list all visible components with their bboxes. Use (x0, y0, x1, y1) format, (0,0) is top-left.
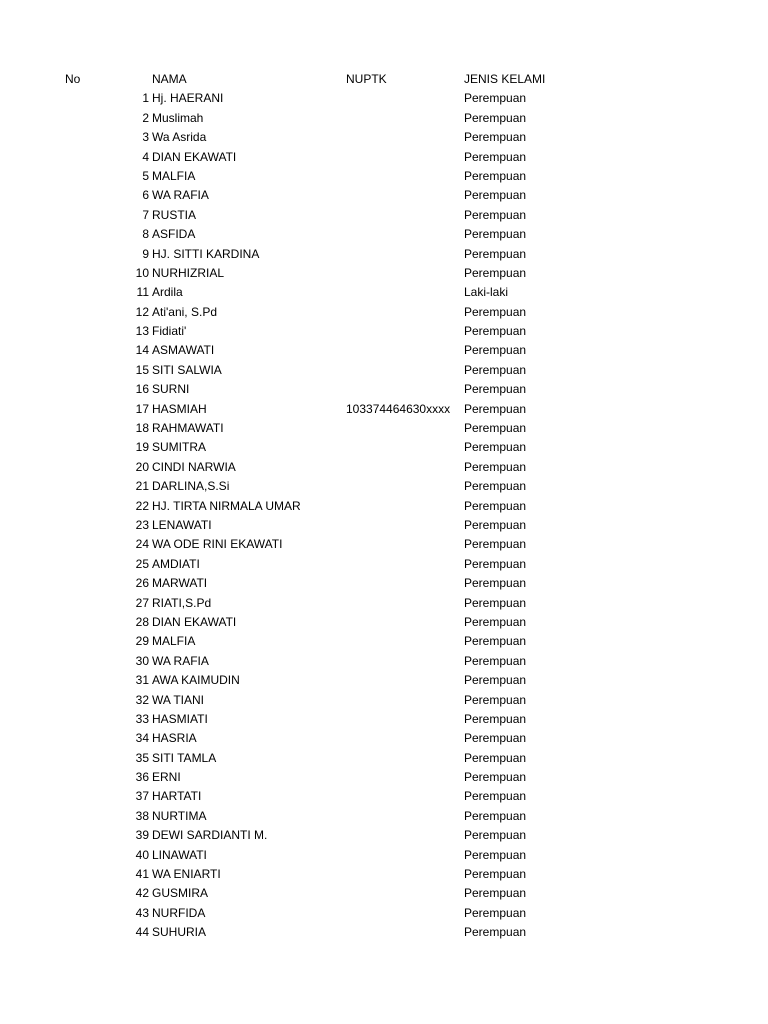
row-no: 34 (135, 731, 149, 746)
row-jenis-kelamin: Perempuan (464, 207, 527, 222)
table-row (0, 264, 768, 283)
row-no: 9 (142, 246, 149, 261)
table-row (0, 148, 768, 167)
row-no: 35 (135, 750, 149, 765)
row-no: 12 (135, 304, 149, 319)
table-row (0, 245, 768, 264)
table-row (0, 497, 768, 516)
table-row (0, 283, 768, 302)
table-row (0, 787, 768, 806)
row-nama: ASFIDA (152, 227, 196, 242)
header-row (0, 70, 768, 89)
row-no: 5 (142, 168, 149, 183)
row-no: 19 (135, 440, 149, 455)
row-jenis-kelamin: Perempuan (464, 227, 527, 242)
row-jenis-kelamin: Perempuan (464, 614, 527, 629)
table-row (0, 109, 768, 128)
row-no: 17 (135, 401, 149, 416)
row-no: 2 (142, 110, 149, 125)
table-row (0, 516, 768, 535)
row-nama: HASMIAH (152, 401, 207, 416)
row-no: 8 (142, 227, 149, 242)
row-jenis-kelamin: Perempuan (464, 149, 527, 164)
row-nama: AWA KAIMUDIN (152, 673, 240, 688)
table-row (0, 225, 768, 244)
row-jenis-kelamin: Perempuan (464, 673, 527, 688)
row-nama: Wa Asrida (152, 130, 207, 145)
row-no: 44 (135, 925, 149, 940)
table-row (0, 458, 768, 477)
row-no: 13 (135, 324, 149, 339)
table-row (0, 186, 768, 205)
table-row (0, 749, 768, 768)
table-row (0, 884, 768, 903)
table-row (0, 574, 768, 593)
row-jenis-kelamin: Perempuan (464, 91, 527, 106)
row-no: 41 (135, 867, 149, 882)
row-no: 27 (135, 595, 149, 610)
row-jenis-kelamin: Perempuan (464, 382, 527, 397)
row-nama: WA ENIARTI (152, 867, 221, 882)
row-nama: HASRIA (152, 731, 197, 746)
table-row (0, 904, 768, 923)
row-no: 14 (135, 343, 149, 358)
row-jenis-kelamin: Perempuan (464, 324, 527, 339)
row-nama: ASMAWATI (152, 343, 215, 358)
table-body (0, 89, 768, 942)
row-no: 16 (135, 382, 149, 397)
row-no: 30 (135, 653, 149, 668)
table-row (0, 671, 768, 690)
row-nama: LINAWATI (152, 847, 207, 862)
table-row (0, 438, 768, 457)
row-no: 10 (135, 265, 149, 280)
row-jenis-kelamin: Perempuan (464, 750, 527, 765)
row-jenis-kelamin: Perempuan (464, 886, 527, 901)
row-no: 20 (135, 459, 149, 474)
table-row (0, 303, 768, 322)
row-jenis-kelamin: Perempuan (464, 421, 527, 436)
table-row (0, 865, 768, 884)
row-nama: MALFIA (152, 168, 196, 183)
row-no: 23 (135, 517, 149, 532)
table-row (0, 710, 768, 729)
row-jenis-kelamin: Perempuan (464, 808, 527, 823)
row-jenis-kelamin: Perempuan (464, 362, 527, 377)
table-row (0, 729, 768, 748)
row-jenis-kelamin: Perempuan (464, 789, 527, 804)
row-nama: RIATI,S.Pd (152, 595, 212, 610)
table-row (0, 632, 768, 651)
row-jenis-kelamin: Perempuan (464, 595, 527, 610)
row-no: 11 (136, 285, 149, 300)
table-row (0, 535, 768, 554)
row-jenis-kelamin: Perempuan (464, 498, 527, 513)
row-jenis-kelamin: Perempuan (464, 556, 527, 571)
row-nama: SUHURIA (152, 925, 207, 940)
row-nama: DIAN EKAWATI (152, 149, 237, 164)
row-no: 42 (135, 886, 149, 901)
row-no: 22 (135, 498, 149, 513)
table-row (0, 419, 768, 438)
row-no: 37 (135, 789, 149, 804)
table-row (0, 691, 768, 710)
row-nama: GUSMIRA (152, 886, 209, 901)
row-jenis-kelamin: Perempuan (464, 634, 527, 649)
header-no: No (65, 72, 81, 86)
row-nama: WA RAFIA (152, 653, 209, 668)
row-jenis-kelamin: Perempuan (464, 711, 527, 726)
row-nama: RUSTIA (152, 207, 197, 222)
row-nama: NURTIMA (152, 808, 207, 823)
table-row (0, 652, 768, 671)
row-nama: NURHIZRIAL (152, 265, 225, 280)
row-nama: HARTATI (152, 789, 202, 804)
header-nuptk: NUPTK (346, 72, 387, 86)
row-jenis-kelamin: Perempuan (464, 692, 527, 707)
teacher-table (0, 70, 768, 943)
row-nama: DARLINA,S.Si (152, 479, 230, 494)
table-row (0, 361, 768, 380)
row-no: 25 (135, 556, 149, 571)
row-jenis-kelamin: Perempuan (464, 905, 527, 920)
row-no: 31 (135, 673, 149, 688)
row-jenis-kelamin: Perempuan (464, 304, 527, 319)
row-jenis-kelamin: Perempuan (464, 517, 527, 532)
table-row (0, 768, 768, 787)
row-nama: WA ODE RINI EKAWATI (152, 537, 283, 552)
row-jenis-kelamin: Perempuan (464, 479, 527, 494)
row-nama: SURNI (152, 382, 190, 397)
row-jenis-kelamin: Perempuan (464, 828, 527, 843)
row-no: 29 (135, 634, 149, 649)
table-row (0, 322, 768, 341)
row-no: 15 (135, 362, 149, 377)
header-jenis-kelamin: JENIS KELAMI (464, 72, 546, 86)
row-no: 4 (142, 149, 149, 164)
row-jenis-kelamin: Perempuan (464, 576, 527, 591)
row-no: 24 (135, 537, 149, 552)
table-row (0, 807, 768, 826)
row-nama: MARWATI (152, 576, 208, 591)
row-no: 6 (142, 188, 149, 203)
row-nama: HJ. TIRTA NIRMALA UMAR (152, 498, 301, 513)
row-no: 7 (142, 207, 149, 222)
row-no: 18 (135, 421, 149, 436)
row-nama: NURFIDA (152, 905, 206, 920)
row-no: 26 (135, 576, 149, 591)
row-nama: CINDI NARWIA (152, 459, 236, 474)
row-nama: AMDIATI (152, 556, 200, 571)
row-jenis-kelamin: Perempuan (464, 537, 527, 552)
table-row (0, 477, 768, 496)
row-jenis-kelamin: Perempuan (464, 459, 527, 474)
row-nama: HASMIATI (152, 711, 208, 726)
table-row (0, 128, 768, 147)
row-jenis-kelamin: Perempuan (464, 110, 527, 125)
row-no: 1 (142, 91, 149, 106)
row-no: 32 (135, 692, 149, 707)
row-jenis-kelamin: Perempuan (464, 770, 527, 785)
row-no: 43 (135, 905, 149, 920)
row-nama: SITI SALWIA (152, 362, 222, 377)
row-jenis-kelamin: Perempuan (464, 653, 527, 668)
row-nama: HJ. SITTI KARDINA (152, 246, 260, 261)
row-jenis-kelamin: Perempuan (464, 731, 527, 746)
row-no: 38 (135, 808, 149, 823)
row-nama: WA RAFIA (152, 188, 209, 203)
row-jenis-kelamin: Perempuan (464, 168, 527, 183)
table-row (0, 923, 768, 942)
row-no: 21 (135, 479, 149, 494)
header-nama: NAMA (152, 72, 187, 86)
row-nuptk: 10337446463​0xxxx (346, 401, 451, 416)
row-nama: DIAN EKAWATI (152, 614, 237, 629)
row-jenis-kelamin: Perempuan (464, 265, 527, 280)
row-nama: SUMITRA (152, 440, 206, 455)
row-nama: Ati'ani, S.Pd (152, 304, 217, 319)
table-row (0, 613, 768, 632)
row-nama: DEWI SARDIANTI M. (152, 828, 268, 843)
table-row (0, 380, 768, 399)
row-jenis-kelamin: Perempuan (464, 343, 527, 358)
table-row (0, 341, 768, 360)
row-no: 28 (135, 614, 149, 629)
row-nama: WA TIANI (152, 692, 205, 707)
row-no: 39 (135, 828, 149, 843)
table-row (0, 400, 768, 419)
table-row (0, 555, 768, 574)
row-nama: Hj. HAERANI (152, 91, 224, 106)
row-jenis-kelamin: Perempuan (464, 401, 527, 416)
row-nama: Fidiati' (152, 324, 187, 339)
row-nama: RAHMAWATI (152, 421, 224, 436)
row-no: 3 (142, 130, 149, 145)
row-jenis-kelamin: Perempuan (464, 246, 527, 261)
table-row (0, 89, 768, 108)
row-jenis-kelamin: Perempuan (464, 925, 527, 940)
table-row (0, 846, 768, 865)
table-row (0, 206, 768, 225)
table-row (0, 167, 768, 186)
table-row (0, 594, 768, 613)
row-nama: LENAWATI (152, 517, 212, 532)
row-nama: Muslimah (152, 110, 204, 125)
row-jenis-kelamin: Perempuan (464, 188, 527, 203)
row-jenis-kelamin: Perempuan (464, 847, 527, 862)
row-jenis-kelamin: Perempuan (464, 867, 527, 882)
row-no: 40 (135, 847, 149, 862)
table-row (0, 826, 768, 845)
row-nama: MALFIA (152, 634, 196, 649)
row-nama: SITI TAMLA (152, 750, 217, 765)
row-jenis-kelamin: Laki-laki (464, 285, 509, 300)
row-nama: Ardila (152, 285, 183, 300)
row-jenis-kelamin: Perempuan (464, 130, 527, 145)
row-no: 36 (135, 770, 149, 785)
row-no: 33 (135, 711, 149, 726)
row-nama: ERNI (152, 770, 181, 785)
row-jenis-kelamin: Perempuan (464, 440, 527, 455)
